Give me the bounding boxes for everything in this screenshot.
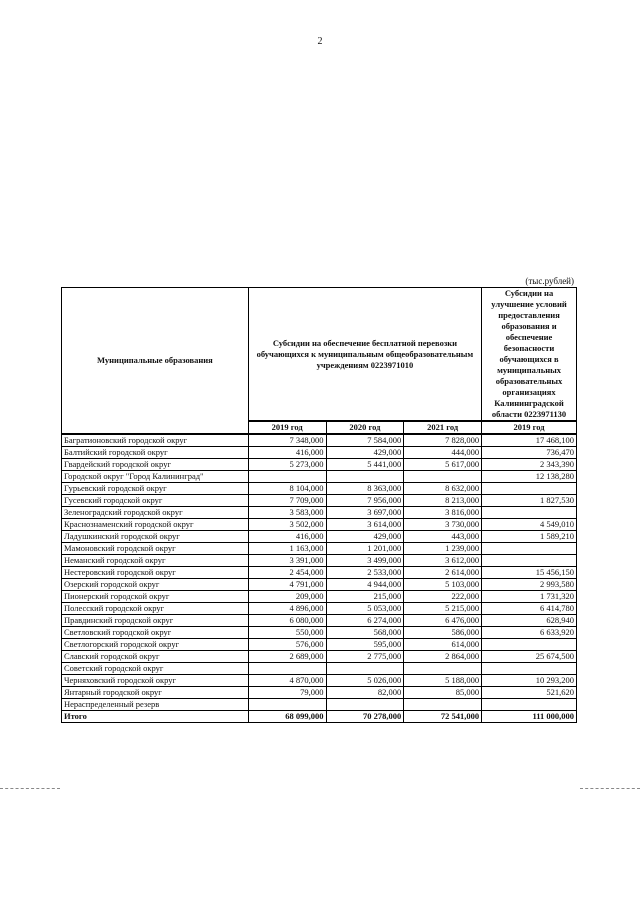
value-cell: 2 533,000 <box>326 567 404 579</box>
value-cell <box>326 663 404 675</box>
value-cell: 2 775,000 <box>326 651 404 663</box>
value-cell: 3 612,000 <box>404 555 482 567</box>
scan-artifact-left <box>0 788 60 789</box>
value-cell <box>326 699 404 711</box>
value-cell <box>404 699 482 711</box>
value-cell <box>482 507 577 519</box>
value-cell: 6 274,000 <box>326 615 404 627</box>
value-cell: 68 099,000 <box>248 711 326 723</box>
value-cell <box>248 471 326 483</box>
table-row <box>62 495 577 507</box>
value-cell: 4 549,010 <box>482 519 577 531</box>
municipality-cell: Зеленоградский городской округ <box>62 507 249 519</box>
header-improvement-subsidy: Субсидии на улучшение условий предоставления образования и обеспечение безопасности обучающихся в муниципальных образовательных организациях Калининградской области 0223971130 <box>482 288 577 422</box>
table-row <box>62 627 577 639</box>
value-cell: 6 633,920 <box>482 627 577 639</box>
value-cell: 586,000 <box>404 627 482 639</box>
value-cell: 1 163,000 <box>248 543 326 555</box>
value-cell: 6 414,780 <box>482 603 577 615</box>
table-body <box>62 434 577 723</box>
year-header: 2021 год <box>404 421 482 434</box>
value-cell: 7 348,000 <box>248 434 326 447</box>
municipality-cell: Гурьевский городской округ <box>62 483 249 495</box>
municipality-cell: Гусевский городской округ <box>62 495 249 507</box>
value-cell: 576,000 <box>248 639 326 651</box>
municipality-cell: Советский городской округ <box>62 663 249 675</box>
value-cell: 1 239,000 <box>404 543 482 555</box>
value-cell: 2 614,000 <box>404 567 482 579</box>
value-cell: 2 343,390 <box>482 459 577 471</box>
value-cell: 10 293,200 <box>482 675 577 687</box>
value-cell: 3 730,000 <box>404 519 482 531</box>
value-cell: 3 502,000 <box>248 519 326 531</box>
table-row <box>62 471 577 483</box>
value-cell <box>482 699 577 711</box>
value-cell: 17 468,100 <box>482 434 577 447</box>
value-cell: 2 689,000 <box>248 651 326 663</box>
page-number: 2 <box>317 36 323 47</box>
value-cell <box>326 471 404 483</box>
scan-artifact-right <box>580 788 640 789</box>
value-cell: 3 697,000 <box>326 507 404 519</box>
table-row <box>62 687 577 699</box>
header-municipality: Муниципальные образования <box>62 288 249 435</box>
value-cell: 3 499,000 <box>326 555 404 567</box>
table-row <box>62 567 577 579</box>
table-row <box>62 555 577 567</box>
table-row <box>62 675 577 687</box>
value-cell: 5 188,000 <box>404 675 482 687</box>
table-row <box>62 507 577 519</box>
municipality-cell: Озерский городской округ <box>62 579 249 591</box>
value-cell: 4 791,000 <box>248 579 326 591</box>
value-cell: 4 870,000 <box>248 675 326 687</box>
municipality-cell: Краснознаменский городской округ <box>62 519 249 531</box>
value-cell <box>482 483 577 495</box>
table-row <box>62 639 577 651</box>
value-cell: 209,000 <box>248 591 326 603</box>
value-cell: 550,000 <box>248 627 326 639</box>
value-cell <box>404 663 482 675</box>
value-cell: 7 709,000 <box>248 495 326 507</box>
value-cell <box>482 543 577 555</box>
value-cell: 25 674,500 <box>482 651 577 663</box>
table-row <box>62 531 577 543</box>
table-row <box>62 663 577 675</box>
value-cell: 15 456,150 <box>482 567 577 579</box>
table-row <box>62 434 577 447</box>
value-cell: 8 213,000 <box>404 495 482 507</box>
value-cell: 614,000 <box>404 639 482 651</box>
value-cell: 5 273,000 <box>248 459 326 471</box>
value-cell: 8 632,000 <box>404 483 482 495</box>
value-cell: 6 476,000 <box>404 615 482 627</box>
municipality-cell: Нестеровский городской округ <box>62 567 249 579</box>
value-cell: 72 541,000 <box>404 711 482 723</box>
municipality-cell: Гвардейский городской округ <box>62 459 249 471</box>
value-cell <box>248 699 326 711</box>
value-cell: 628,940 <box>482 615 577 627</box>
value-cell: 5 053,000 <box>326 603 404 615</box>
municipality-cell: Светлогорский городской округ <box>62 639 249 651</box>
table-row <box>62 543 577 555</box>
value-cell: 4 944,000 <box>326 579 404 591</box>
table-row <box>62 579 577 591</box>
municipality-cell: Городской округ "Город Калининград" <box>62 471 249 483</box>
municipality-cell: Итого <box>62 711 249 723</box>
subsidies-table <box>61 287 577 723</box>
value-cell: 1 589,210 <box>482 531 577 543</box>
value-cell: 443,000 <box>404 531 482 543</box>
value-cell: 416,000 <box>248 447 326 459</box>
table-row <box>62 519 577 531</box>
value-cell: 416,000 <box>248 531 326 543</box>
value-cell: 79,000 <box>248 687 326 699</box>
value-cell: 12 138,280 <box>482 471 577 483</box>
value-cell: 111 000,000 <box>482 711 577 723</box>
value-cell: 7 828,000 <box>404 434 482 447</box>
year-header: 2019 год <box>482 421 577 434</box>
municipality-cell: Балтийский городской округ <box>62 447 249 459</box>
header-transport-subsidy: Субсидии на обеспечение бесплатной перевозки обучающихся к муниципальным общеобразовательным учреждениям 0223971010 <box>248 288 481 422</box>
value-cell: 521,620 <box>482 687 577 699</box>
value-cell: 8 363,000 <box>326 483 404 495</box>
value-cell: 1 827,530 <box>482 495 577 507</box>
table-row <box>62 483 577 495</box>
municipality-cell: Янтарный городской округ <box>62 687 249 699</box>
table-row <box>62 603 577 615</box>
value-cell: 568,000 <box>326 627 404 639</box>
value-cell: 85,000 <box>404 687 482 699</box>
municipality-cell: Славский городской округ <box>62 651 249 663</box>
value-cell: 222,000 <box>404 591 482 603</box>
value-cell: 5 026,000 <box>326 675 404 687</box>
value-cell: 5 103,000 <box>404 579 482 591</box>
value-cell: 1 201,000 <box>326 543 404 555</box>
value-cell: 2 993,580 <box>482 579 577 591</box>
value-cell: 215,000 <box>326 591 404 603</box>
municipality-cell: Светловский городской округ <box>62 627 249 639</box>
total-row <box>62 711 577 723</box>
value-cell <box>482 663 577 675</box>
municipality-cell: Мамоновский городской округ <box>62 543 249 555</box>
municipality-cell: Неманский городской округ <box>62 555 249 567</box>
value-cell: 3 583,000 <box>248 507 326 519</box>
value-cell: 3 391,000 <box>248 555 326 567</box>
value-cell: 6 080,000 <box>248 615 326 627</box>
value-cell: 7 956,000 <box>326 495 404 507</box>
value-cell <box>404 471 482 483</box>
value-cell: 736,470 <box>482 447 577 459</box>
value-cell: 82,000 <box>326 687 404 699</box>
value-cell: 8 104,000 <box>248 483 326 495</box>
municipality-cell: Багратионовский городской округ <box>62 434 249 447</box>
value-cell: 3 614,000 <box>326 519 404 531</box>
table-row <box>62 591 577 603</box>
municipality-cell: Правдинский городской округ <box>62 615 249 627</box>
value-cell: 5 215,000 <box>404 603 482 615</box>
municipality-cell: Ладушкинский городской округ <box>62 531 249 543</box>
value-cell: 5 617,000 <box>404 459 482 471</box>
table-row <box>62 447 577 459</box>
value-cell: 595,000 <box>326 639 404 651</box>
value-cell: 2 454,000 <box>248 567 326 579</box>
value-cell <box>248 663 326 675</box>
year-header: 2019 год <box>248 421 326 434</box>
value-cell <box>482 639 577 651</box>
table-row <box>62 651 577 663</box>
value-cell: 3 816,000 <box>404 507 482 519</box>
value-cell: 70 278,000 <box>326 711 404 723</box>
table-row <box>62 459 577 471</box>
municipality-cell: Черняховский городской округ <box>62 675 249 687</box>
value-cell: 444,000 <box>404 447 482 459</box>
municipality-cell: Полесский городской округ <box>62 603 249 615</box>
value-cell: 7 584,000 <box>326 434 404 447</box>
units-label: (тыс.рублей) <box>525 276 574 286</box>
value-cell: 429,000 <box>326 531 404 543</box>
value-cell: 5 441,000 <box>326 459 404 471</box>
value-cell: 4 896,000 <box>248 603 326 615</box>
value-cell <box>482 555 577 567</box>
value-cell: 429,000 <box>326 447 404 459</box>
municipality-cell: Нераспределенный резерв <box>62 699 249 711</box>
municipality-cell: Пионерский городской округ <box>62 591 249 603</box>
value-cell: 1 731,320 <box>482 591 577 603</box>
year-header: 2020 год <box>326 421 404 434</box>
value-cell: 2 864,000 <box>404 651 482 663</box>
table-row <box>62 699 577 711</box>
table-row <box>62 615 577 627</box>
